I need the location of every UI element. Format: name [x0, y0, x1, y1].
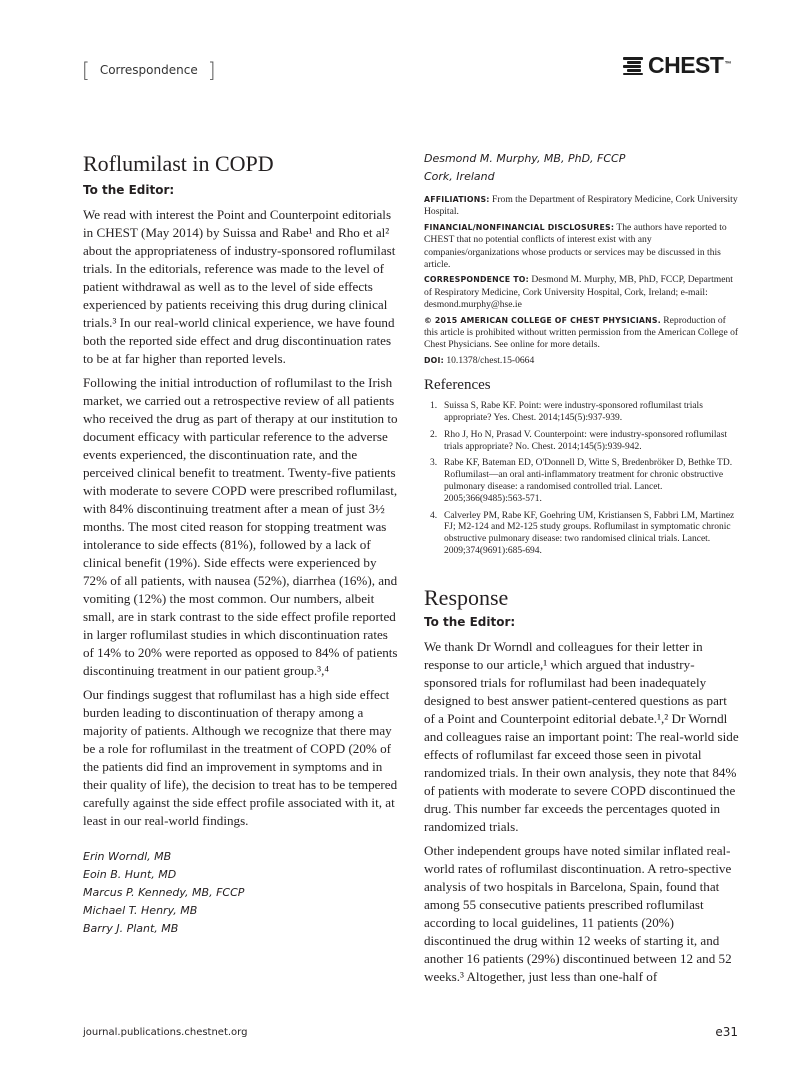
page-number: e31	[715, 1025, 738, 1039]
reference-list	[424, 401, 740, 558]
response-section	[424, 584, 740, 986]
disclosures: FINANCIAL/NONFINANCIAL DISCLOSURES: The authors have reported to CHEST that no potential conflicts of interest exist with any companies/organizations whose products or services may be discussed in this article.	[424, 221, 727, 271]
letter-paragraph: Following the initial introduction of roflumilast to the Irish market, we carried out a retrospective review of all patients who received the drug as part of therapy at our institution to document efficacy with particular reference to the adverse events experienced, the discontinuation rate, and the perceived clinical benefit to treatment. Twenty-five patients with moderate to severe COPD were prescribed roflumilast, with 84% discontinuing treatment after a mean of just 3½ months. The most cited reason for stopping treatment was intolerance to side effects (81%), followed by a lack of clinical benefit (19%). Side effects were experienced by 72% of all patients, with nausea (52%), diarrhea (16%), and vomiting (12%) the most common. Our numbers, albeit small, are in stark contrast to the side effect profile reported in larger roflumilast studies in which discontinuation rates of 14% to 20% were reported as opposed to 84% of patients discontinuing treatment in our patient group.³,⁴	[83, 375, 398, 678]
author-name: Marcus P. Kennedy, MB, FCCP	[83, 886, 245, 899]
right-bracket: ]	[207, 58, 216, 82]
reference-item: 4. Calverley PM, Rabe KF, Goehring UM, Kristiansen S, Fabbri LM, Martinez FJ; M2-124 and M2-125 study groups. Roflumilast in symptomatic chronic obstructive pulmonary disease: two randomised clinical trials. Lancet. 2009;374(9691):685-694.	[430, 510, 735, 557]
doi: DOI: 10.1378/chest.15-0664	[424, 354, 535, 366]
letter-salutation: To the Editor:	[83, 183, 175, 197]
reference-item: 1. Suissa S, Rabe KF. Point: were industry-sponsored roflumilast trials appropriate? Yes. Chest. 2014;145(5):937-939.	[430, 401, 703, 424]
chest-logo-text: CHEST™	[648, 52, 731, 78]
author-list	[83, 848, 401, 938]
author-name: Barry J. Plant, MB	[83, 922, 179, 935]
reference-item: 2. Rho J, Ho N, Prasad V. Counterpoint: were industry-sponsored roflumilast trials appropriate? No. Chest. 2014;145(5):939-942.	[430, 429, 728, 452]
journal-url: journal.publications.chestnet.org	[83, 1027, 248, 1038]
left-bracket: [	[82, 58, 90, 82]
references-heading: References	[424, 377, 491, 394]
response-salutation: To the Editor:	[424, 614, 516, 629]
author-name: Michael T. Henry, MB	[83, 904, 198, 917]
author-name: Eoin B. Hunt, MD	[83, 868, 177, 881]
right-column	[424, 150, 740, 992]
reference-item: 3. Rabe KF, Bateman ED, O'Donnell D, Witte S, Bredenbröker D, Bethke TD. Roflumilast—an oral anti-inflammatory treatment for chronic obstructive pulmonary disease: a randomised controlled trial. Lancet. 2005;366(9485):563-571.	[430, 458, 733, 504]
affiliations: AFFILIATIONS: From the Department of Respiratory Medicine, Cork University Hospital.	[424, 194, 738, 218]
chest-logo	[623, 54, 731, 76]
last-author: Desmond M. Murphy, MB, PhD, FCCP	[424, 152, 626, 165]
response-title: Response	[424, 584, 509, 610]
section-tag	[82, 60, 216, 80]
letter-title: Roflumilast in COPD	[83, 151, 274, 176]
letter-paragraph: We read with interest the Point and Counterpoint editorials in CHEST (May 2014) by Suissa and Rabe¹ and Rho et al² about the appropriateness of industry-sponsored roflumilast trials. In the editorials, reference was made to the level of patient withdrawal as well as to the level of side effects experienced by patients receiving this drug during clinical trials.³ In our real-world clinical experience, we have found both the reported side effect and drug discontinuation rates to be at far higher than reported levels.	[83, 207, 396, 366]
copyright: © 2015 AMERICAN COLLEGE OF CHEST PHYSICIANS. Reproduction of this article is prohibited without written permission from the American College of Chest Physicians. See online for more details.	[424, 314, 739, 351]
response-paragraph: Other independent groups have noted similar inflated real-world rates of roflumilast discontinuation. A retro-spective analysis of two hospitals in Barcelona, Spain, found that among 55 consecutive patients prescribed roflumilast according to local guidelines, 11 patients (20%) discontinued the drug within 12 weeks of starting it, and another 16 patients (29%) discontinued between 12 and 52 weeks.³ Altogether, just less than one-half of	[424, 842, 732, 984]
letter-paragraph: Our findings suggest that roflumilast has a high side effect burden leading to discontinuation of therapy among a majority of patients. Although we recognize that there may be a role for roflumilast in the treatment of COPD (20% of the patients did find an improvement in symptoms and in their quality of life), the decision to treat has to be tempered carefully against the side effect profile associated with it, at least in our real-world findings.	[83, 687, 398, 828]
section-label: Correspondence	[99, 63, 198, 77]
author-name: Erin Worndl, MB	[83, 850, 172, 863]
author-location: Cork, Ireland	[424, 170, 495, 183]
left-column	[83, 150, 401, 938]
correspondence: CORRESPONDENCE TO: Desmond M. Murphy, MB, PhD, FCCP, Department of Respiratory Medicine, Cork University Hospital, Cork, Ireland; e-mail: desmond.murphy@hse.ie	[424, 274, 733, 311]
chest-logo-icon	[623, 56, 645, 74]
response-paragraph: We thank Dr Worndl and colleagues for their letter in response to our article,¹ which argued that industry-sponsored trials for roflumilast had been inadequately designed to best answer patient-centered questions as part of a Point and Counterpoint editorial debate.¹,² Dr Worndl and colleagues raise an important point: The real-world side effects of roflumilast far exceed those seen in pivotal randomized trials. In their own analysis, they note that 84% of patients with moderate to severe COPD discontinued the drug. This number far exceeds the percentages quoted in randomized trials.	[424, 638, 739, 834]
article-metadata	[424, 194, 740, 367]
